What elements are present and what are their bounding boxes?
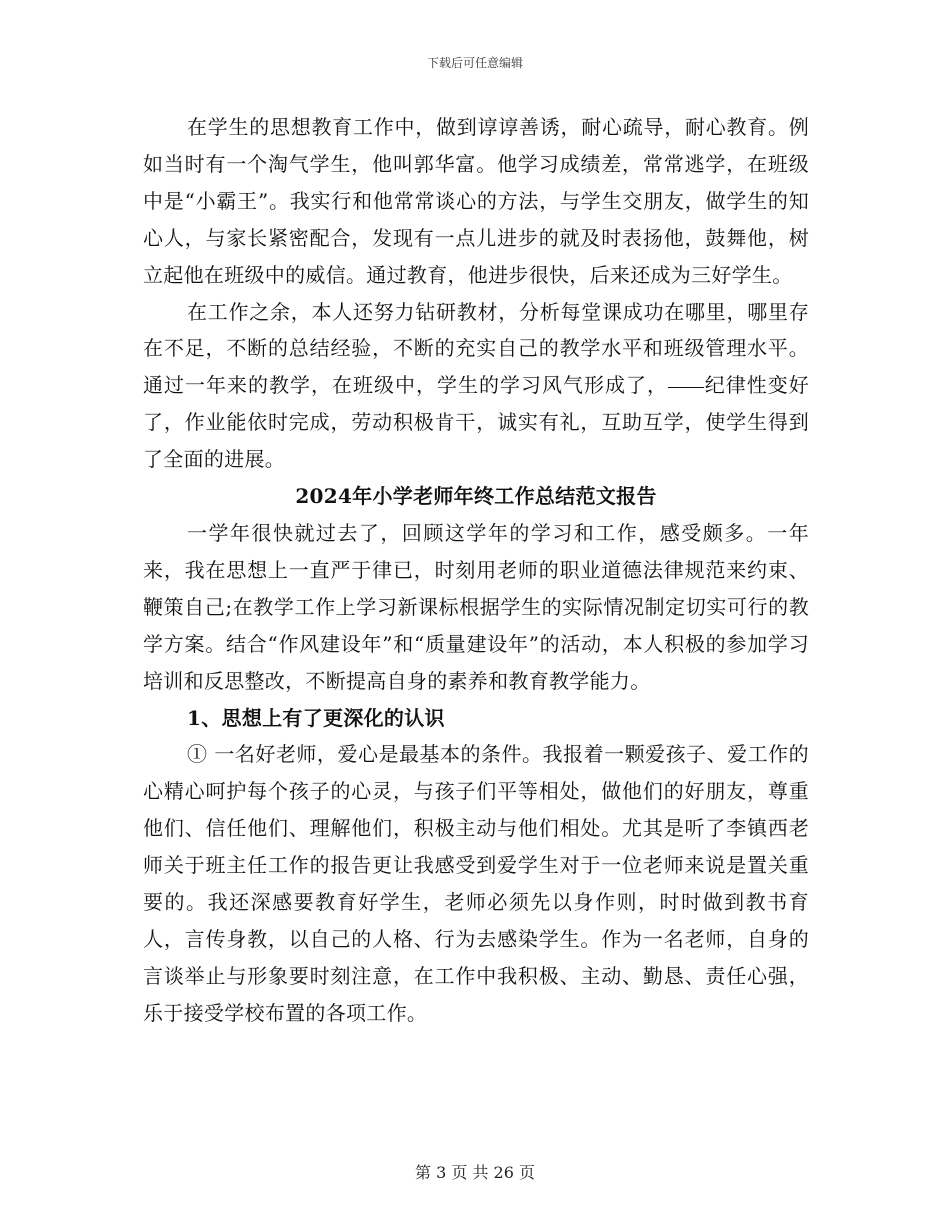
paragraph-text-before-blank: 在工作之余，本人还努力钻研教材，分析每堂课成功在哪里，哪里存在不足，不断的总结经验，不断的充实自己的教学水平和班级管理水平。通过一年来的教学，在班级中，学生的学习风气形成了， [143, 299, 809, 398]
fill-in-blank [668, 386, 704, 388]
page-header: 下载后可任意编辑 [426, 56, 523, 70]
document-body [143, 109, 809, 1032]
paragraph-year-review: 一学年很快就过去了，回顾这学年的学习和工作，感受颇多。一年来，我在思想上一直严于律已，时刻用老师的职业道德法律规范来约束、鞭策自己;在教学工作上学习新课标根据学生的实际情况制定切实可行的教学方案。结合“作风建设年”和“质量建设年”的活动，本人积极的参加学习培训和反思整改，不断提高自身的素养和教育教学能力。 [143, 520, 809, 693]
document-title: 2024年小学老师年终工作总结范文报告 [295, 484, 657, 509]
paragraph-teaching-reflection [143, 294, 809, 479]
paragraph-love-of-students: ① 一名好老师，爱心是最基本的条件。我报着一颗爱孩子、爱工作的心精心呵护每个孩子的心灵，与孩子们平等相处，做他们的好朋友，尊重他们、信任他们、理解他们，积极主动与他们相处。尤其是听了李镇西老师关于班主任工作的报告更让我感受到爱学生对于一位老师来说是置关重要的。我还深感要教育好学生，老师必须先以身作则，时时做到教书育人，言传身教，以自己的人格、行为去感染学生。作为一名老师，自身的言谈举止与形象要时刻注意，在工作中我积极、主动、勤恳、责任心强，乐于接受学校布置的各项工作。 [143, 742, 809, 1025]
page-number: 第 3 页 共 26 页 [415, 1163, 535, 1182]
paragraph-text-after-blank: 纪律性变好了，作业能依时完成，劳动积极肯干，诚实有礼，互助互学，使学生得到了全面的进展。 [143, 373, 809, 472]
paragraph-student-education: 在学生的思想教育工作中，做到谆谆善诱，耐心疏导，耐心教育。例如当时有一个淘气学生，他叫郭华富。他学习成绩差，常常逃学，在班级中是“小霸王”。我实行和他常常谈心的方法，与学生交朋友，做学生的知心人，与家长紧密配合，发现有一点儿进步的就及时表扬他，鼓舞他，树立起他在班级中的威信。通过教育，他进步很快，后来还成为三好学生。 [143, 115, 809, 287]
section-heading-ideology: 1、思想上有了更深化的认识 [187, 705, 445, 730]
